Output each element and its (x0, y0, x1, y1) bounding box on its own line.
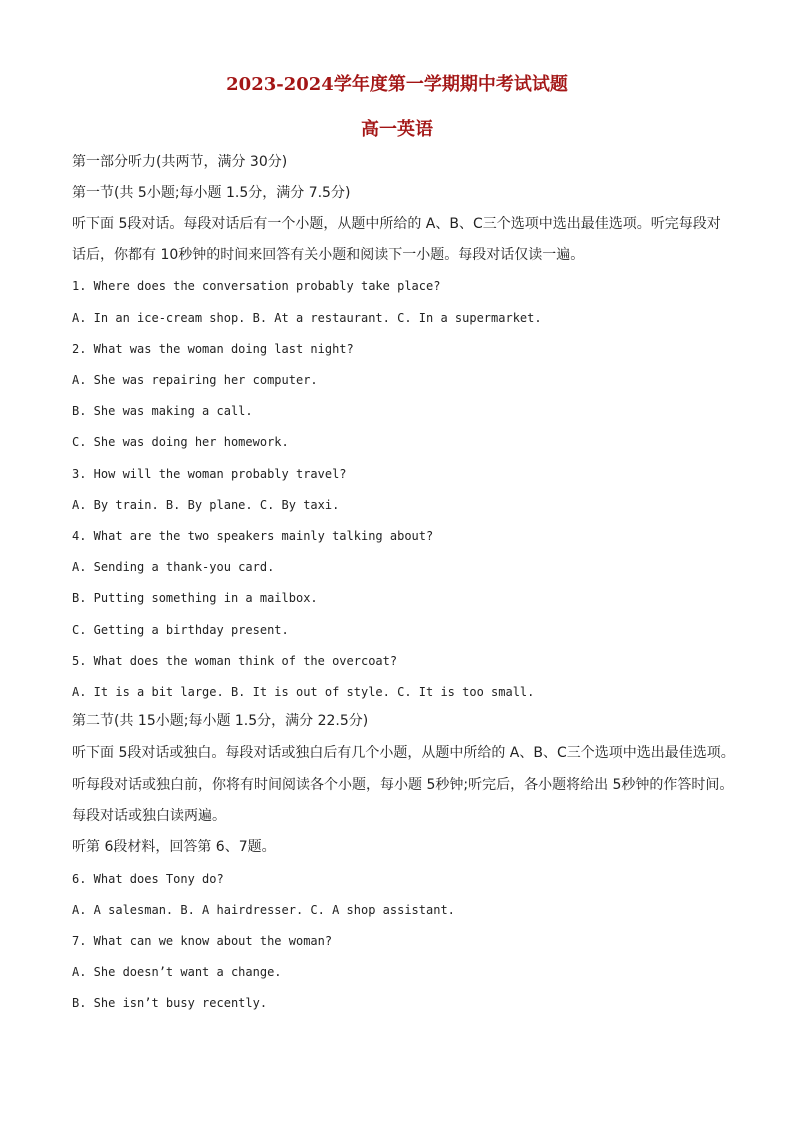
exam-subtitle: 高一英语 (361, 119, 433, 140)
question-line: 3. How will the woman probably travel? (72, 467, 347, 481)
option-line: A. It is a bit large. B. It is out of style. C. It is too small. (72, 685, 535, 699)
instruction-line: 听下面 5段对话。每段对话后有一个小题，从题中所给的 A、B、C三个选项中选出最佳选项。听完每段对 (72, 216, 721, 232)
instruction-line: 听下面 5段对话或独白。每段对话或独白后有几个小题，从题中所给的 A、B、C三个选项中选出最佳选项。 (72, 745, 735, 761)
option-line: A. In an ice-cream shop. B. At a restaurant. C. In a supermarket. (72, 311, 542, 325)
option-line: A. By train. B. By plane. C. By taxi. (72, 498, 340, 512)
question-line: 2. What was the woman doing last night? (72, 342, 354, 356)
option-line: B. She was making a call. (72, 404, 253, 418)
instruction-line: 听每段对话或独白前，你将有时间阅读各个小题，每小题 5秒钟;听完后，各小题将给出 5秒钟的作答时间。 (72, 777, 734, 793)
option-line: B. Putting something in a mailbox. (72, 591, 318, 605)
question-line: 4. What are the two speakers mainly talking about? (72, 529, 434, 543)
question-line: 1. Where does the conversation probably take place? (72, 279, 441, 293)
option-line: A. A salesman. B. A hairdresser. C. A shop assistant. (72, 903, 455, 917)
subsection-heading: 第一节(共 5小题;每小题 1.5分，满分 7.5分) (72, 185, 351, 201)
option-line: C. Getting a birthday present. (72, 623, 289, 637)
option-line: A. Sending a thank-you card. (72, 560, 275, 574)
question-line: 7. What can we know about the woman? (72, 934, 333, 948)
subsection-heading: 第二节(共 15小题;每小题 1.5分，满分 22.5分) (72, 713, 369, 729)
instruction-line: 话后，你都有 10秒钟的时间来回答有关小题和阅读下一小题。每段对话仅读一遍。 (72, 247, 585, 263)
instruction-line: 听第 6段材料，回答第 6、7题。 (72, 839, 276, 855)
option-line: C. She was doing her homework. (72, 435, 289, 449)
exam-title: 2023-2024学年度第一学期期中考试试题 (226, 74, 568, 95)
question-line: 6. What does Tony do? (72, 872, 224, 886)
question-line: 5. What does the woman think of the overcoat? (72, 654, 398, 668)
option-line: B. She isn’t busy recently. (72, 996, 268, 1010)
option-line: A. She was repairing her computer. (72, 373, 318, 387)
instruction-line: 每段对话或独白读两遍。 (72, 808, 226, 824)
option-line: A. She doesn’t want a change. (72, 965, 282, 979)
section-heading: 第一部分听力(共两节，满分 30分) (72, 154, 288, 170)
